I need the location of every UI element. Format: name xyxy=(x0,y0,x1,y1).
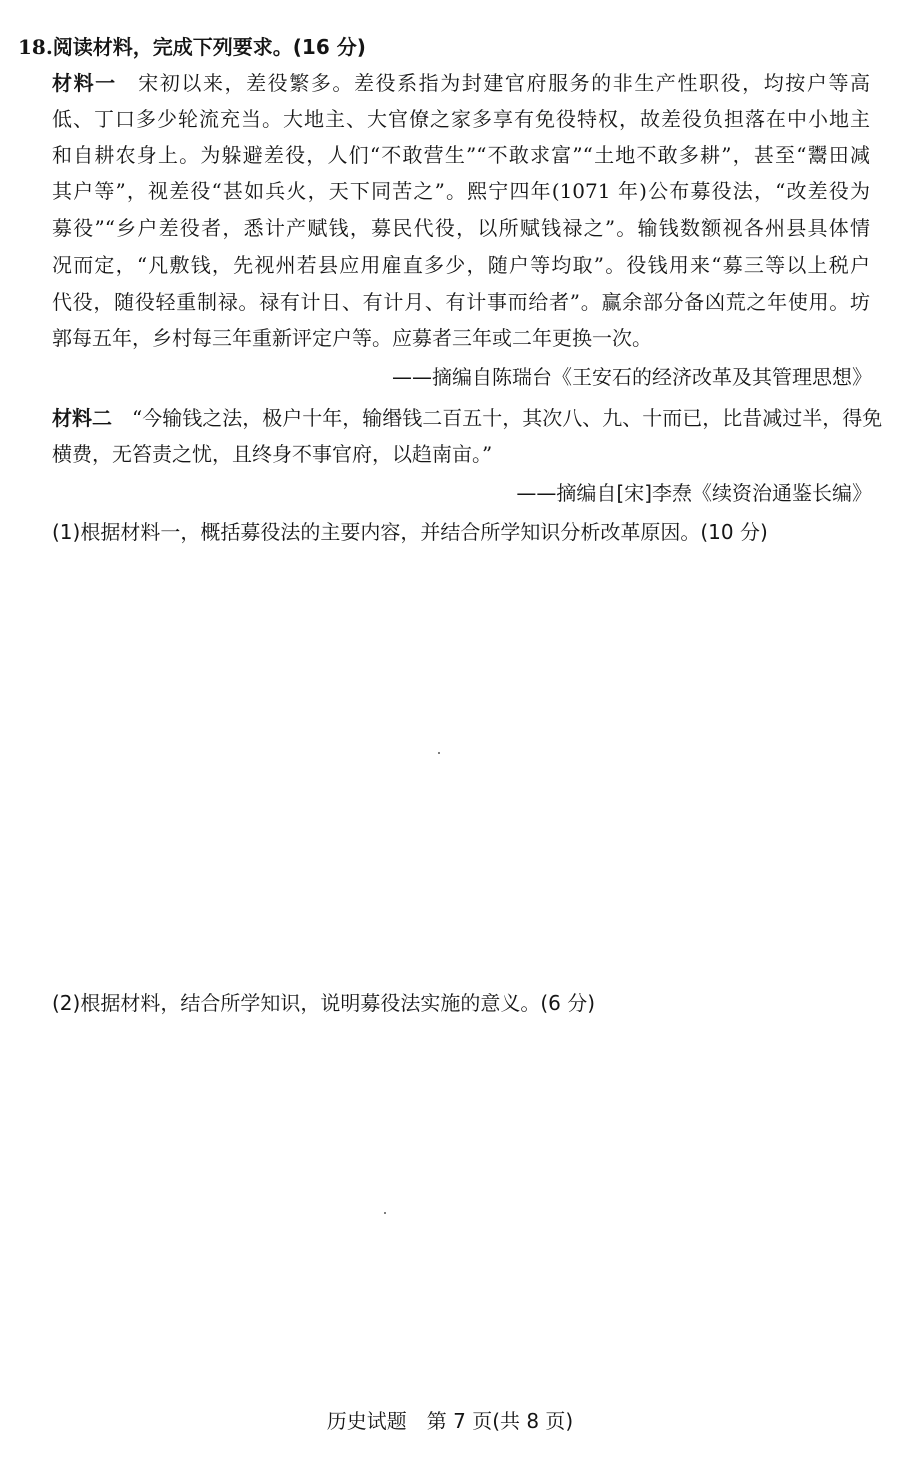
question-header xyxy=(18,32,366,62)
material2-source: ——摘编自[宋]李焘《续资治通鉴长编》 xyxy=(516,481,872,505)
material1-source: ——摘编自陈瑞台《王安石的经济改革及其管理思想》 xyxy=(392,365,872,389)
question-number: 18. xyxy=(18,35,53,59)
material1-line-2: 低、丁口多少轮流充当。大地主、大官僚之家多享有免役特权，故差役负担落在中小地主 xyxy=(52,107,870,131)
material1-label: 材料一 xyxy=(52,71,117,95)
material2-text-line: “今输钱之法，极户十年，输缗钱二百五十，其次八、九、十而已，比昔减过半，得免 xyxy=(132,406,883,430)
page-footer: 历史试题 第 7 页(共 8 页) xyxy=(326,1409,574,1433)
material1-line-8: 郭每五年，乡村每三年重新评定户等。应募者三年或二年更换一次。 xyxy=(52,326,652,350)
material2-line-1 xyxy=(52,403,883,433)
speck-mark xyxy=(384,1212,386,1214)
material2-line-2: 横费，无笞责之忧，且终身不事官府，以趋南亩。” xyxy=(52,442,493,466)
sub-question-1: (1)根据材料一，概括募役法的主要内容，并结合所学知识分析改革原因。(10 分) xyxy=(52,520,768,544)
material1-line-1 xyxy=(52,68,870,98)
material1-line-4: 其户等”，视差役“甚如兵火，天下同苦之”。熙宁四年(1071 年)公布募役法，“改差役为 xyxy=(52,179,870,203)
material1-line-6: 况而定，“凡敷钱，先视州若县应用雇直多少，随户等均取”。役钱用来“募三等以上税户 xyxy=(52,253,870,277)
question-stem: 阅读材料，完成下列要求。(16 分) xyxy=(52,35,366,59)
answer-area-1[interactable] xyxy=(55,552,870,982)
answer-area-2[interactable] xyxy=(55,1024,870,1394)
material1-line-7: 代役，随役轻重制禄。禄有计日、有计月、有计事而给者”。赢余部分备凶荒之年使用。坊 xyxy=(52,290,870,314)
material1-line-5: 募役”“乡户差役者，悉计产赋钱，募民代役，以所赋钱禄之”。输钱数额视各州县具体情 xyxy=(52,216,870,240)
material2-label: 材料二 xyxy=(52,406,112,430)
material1-line-3: 和自耕农身上。为躲避差役，人们“不敢营生”“不敢求富”“土地不敢多耕”，甚至“鬻田减 xyxy=(52,143,870,167)
sub-question-2: (2)根据材料，结合所学知识，说明募役法实施的意义。(6 分) xyxy=(52,991,596,1015)
speck-mark xyxy=(438,752,440,754)
material1-text-line: 宋初以来，差役繁多。差役系指为封建官府服务的非生产性职役，均按户等高 xyxy=(138,71,871,95)
